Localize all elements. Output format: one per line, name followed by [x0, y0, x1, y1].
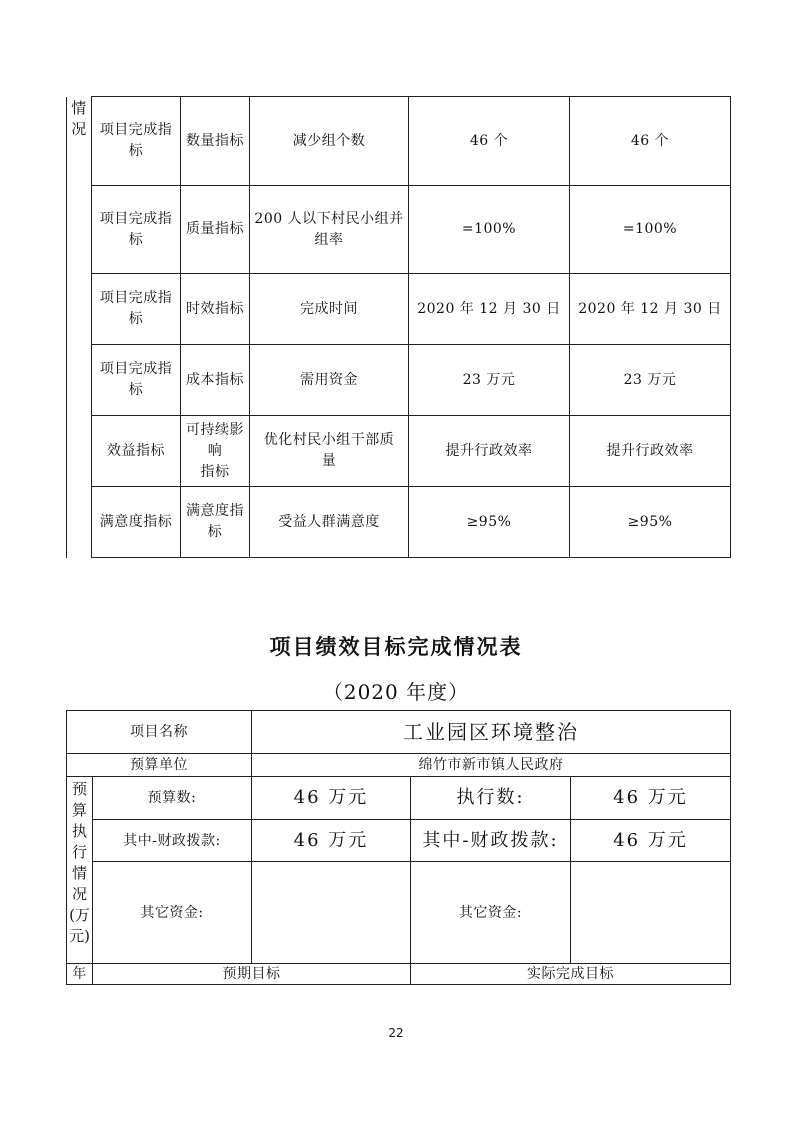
performance-goal-table — [66, 710, 731, 985]
table-cell: 项目完成指 标 — [92, 274, 181, 345]
project-name-value: 工业园区环境整治 — [252, 711, 731, 754]
table-cell: =100% — [570, 186, 731, 274]
indicator-continuation-table — [66, 96, 731, 558]
table-row — [67, 711, 731, 754]
table-cell: 200 人以下村民小组并 组率 — [250, 186, 409, 274]
budget-side-label: 预 算 执 行 情 况 (万 元) — [67, 777, 93, 964]
page-number: 22 — [388, 1026, 404, 1040]
budget-label: 预算数: — [93, 777, 252, 820]
other-funds-label: 其它资金: — [93, 862, 252, 964]
table-cell: 质量指标 — [181, 186, 250, 274]
table-cell: 提升行政效率 — [570, 416, 731, 487]
side-label-cell — [67, 97, 92, 558]
table-cell: 23 万元 — [409, 345, 570, 416]
table-row — [67, 777, 731, 820]
table-cell: 2020 年 12 月 30 日 — [409, 274, 570, 345]
side-label: 情 况 — [71, 98, 87, 138]
table-cell: 项目完成指 标 — [92, 186, 181, 274]
table-cell: 项目完成指 标 — [92, 97, 181, 186]
exec-label: 执行数: — [411, 777, 571, 820]
fiscal-exec-label: 其中-财政拨款: — [411, 820, 571, 862]
table-cell: 效益指标 — [92, 416, 181, 487]
page-subtitle: （2020 年度） — [322, 680, 470, 704]
table-cell: 减少组个数 — [250, 97, 409, 186]
budget-unit-label: 预算单位 — [67, 754, 252, 777]
table-cell: ≥95% — [570, 487, 731, 558]
fiscal-value: 46 万元 — [252, 820, 411, 862]
table-cell: 2020 年 12 月 30 日 — [570, 274, 731, 345]
table-cell: 成本指标 — [181, 345, 250, 416]
table-row — [67, 345, 731, 416]
table-cell: 可持续影 响 指标 — [181, 416, 250, 487]
table-row — [67, 97, 731, 186]
table-row — [67, 487, 731, 558]
table-row — [67, 820, 731, 862]
other-funds-value — [252, 862, 411, 964]
table-cell: 46 个 — [570, 97, 731, 186]
table-cell: ≥95% — [409, 487, 570, 558]
budget-unit-value: 绵竹市新市镇人民政府 — [252, 754, 731, 777]
budget-value: 46 万元 — [252, 777, 411, 820]
fiscal-exec-value: 46 万元 — [571, 820, 731, 862]
table-cell: 项目完成指 标 — [92, 345, 181, 416]
exec-value: 46 万元 — [571, 777, 731, 820]
table-cell: 数量指标 — [181, 97, 250, 186]
table-cell: 完成时间 — [250, 274, 409, 345]
year-label: 年 — [67, 964, 93, 985]
table-row — [67, 186, 731, 274]
page-title: 项目绩效目标完成情况表 — [269, 635, 523, 659]
fiscal-label: 其中-财政拨款: — [93, 820, 252, 862]
table-cell: 优化村民小组干部质 量 — [250, 416, 409, 487]
table-cell: 满意度指 标 — [181, 487, 250, 558]
table-cell: 23 万元 — [570, 345, 731, 416]
table-row — [67, 862, 731, 964]
table-cell: 需用资金 — [250, 345, 409, 416]
table-row — [67, 416, 731, 487]
project-name-label: 项目名称 — [67, 711, 252, 754]
table-cell: 时效指标 — [181, 274, 250, 345]
table-cell: 受益人群满意度 — [250, 487, 409, 558]
other-funds-exec-label: 其它资金: — [411, 862, 571, 964]
other-funds-exec-value — [571, 862, 731, 964]
table-row — [67, 964, 731, 985]
table-cell: 满意度指标 — [92, 487, 181, 558]
planned-goal-label: 预期目标 — [93, 964, 411, 985]
table-cell: 46 个 — [409, 97, 570, 186]
table-row — [67, 754, 731, 777]
table-cell: =100% — [409, 186, 570, 274]
table-cell: 提升行政效率 — [409, 416, 570, 487]
table-row — [67, 274, 731, 345]
actual-goal-label: 实际完成目标 — [411, 964, 731, 985]
